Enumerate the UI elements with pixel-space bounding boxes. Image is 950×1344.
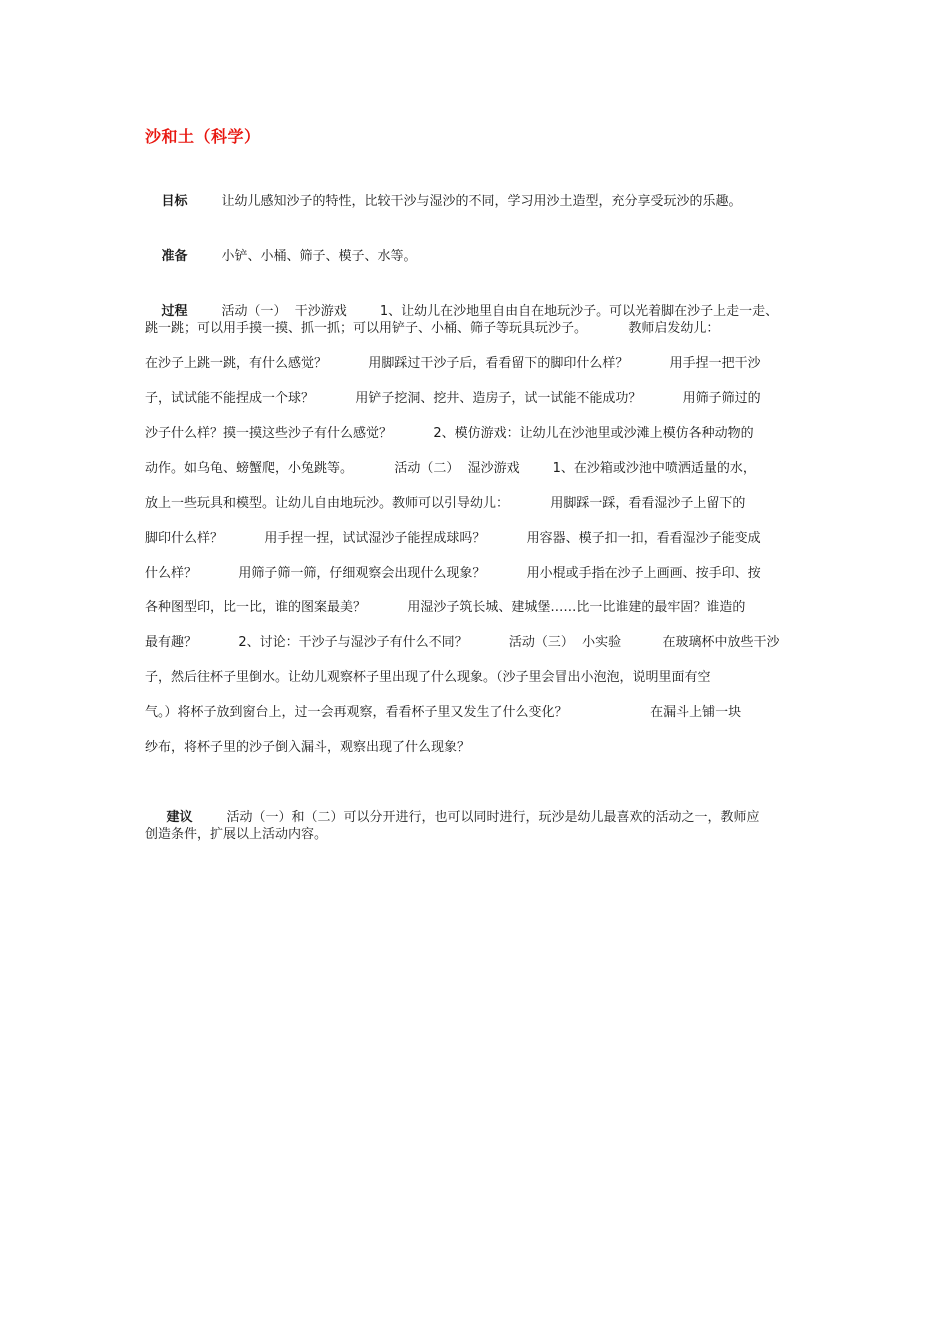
process-line-5: 动作。如乌龟、螃蟹爬，小兔跳等。 活动（二） 湿沙游戏 1、在沙箱或沙池中喷洒适量的水， bbox=[145, 461, 756, 476]
prep-line bbox=[145, 230, 417, 284]
document-title: 沙和土（科学） bbox=[145, 127, 261, 146]
process-label: 过程 bbox=[161, 304, 188, 319]
process-line-1: 跳一跳；可以用手摸一摸、抓一抓；可以用铲子、小桶、筛子等玩具玩沙子。 教师启发幼儿： bbox=[145, 321, 720, 336]
suggest-line-1: 创造条件，扩展以上活动内容。 bbox=[145, 827, 328, 842]
process-line-9: 各种图型印，比一比，谁的图案最美？ 用湿沙子筑长城、建城堡……比一比谁建的最牢固？谁造的 bbox=[145, 600, 746, 615]
goal-line bbox=[145, 175, 742, 229]
goal-label: 目标 bbox=[161, 194, 188, 209]
process-line-10: 最有趣？ 2、讨论：干沙子与湿沙子有什么不同？ 活动（三） 小实验 在玻璃杯中放些干沙 bbox=[145, 635, 780, 650]
process-line-13: 纱布，将杯子里的沙子倒入漏斗，观察出现了什么现象？ bbox=[145, 740, 471, 755]
suggest-label: 建议 bbox=[166, 810, 193, 825]
suggest-text-0: 活动（一）和（二）可以分开进行，也可以同时进行，玩沙是幼儿最喜欢的活动之一，教师应 bbox=[226, 810, 760, 825]
prep-text: 小铲、小桶、筛子、模子、水等。 bbox=[221, 249, 417, 264]
process-line-2: 在沙子上跳一跳，有什么感觉？ 用脚踩过干沙子后，看看留下的脚印什么样？ 用手捏一把干沙 bbox=[145, 356, 761, 371]
process-line-12: 气。）将杯子放到窗台上，过一会再观察，看看杯子里又发生了什么变化？ 在漏斗上铺一块 bbox=[145, 705, 742, 720]
process-text-0: 活动（一） 干沙游戏 1、让幼儿在沙地里自由自在地玩沙子。可以光着脚在沙子上走一走、 bbox=[221, 304, 779, 319]
process-line-4: 沙子什么样？摸一摸这些沙子有什么感觉？ 2、模仿游戏：让幼儿在沙池里或沙滩上模仿各种动物的 bbox=[145, 426, 754, 441]
process-line-7: 脚印什么样？ 用手捏一捏，试试湿沙子能捏成球吗？ 用容器、模子扣一扣，看看湿沙子能变成 bbox=[145, 531, 761, 546]
goal-text: 让幼儿感知沙子的特性，比较干沙与湿沙的不同，学习用沙土造型，充分享受玩沙的乐趣。 bbox=[221, 194, 742, 209]
prep-label: 准备 bbox=[161, 249, 188, 264]
process-line-6: 放上一些玩具和模型。让幼儿自由地玩沙。教师可以引导幼儿： 用脚踩一踩，看看湿沙子上留下的 bbox=[145, 496, 746, 511]
process-line-8: 什么样？ 用筛子筛一筛，仔细观察会出现什么现象？ 用小棍或手指在沙子上画画、按手印、按 bbox=[145, 566, 761, 581]
process-line-11: 子，然后往杯子里倒水。让幼儿观察杯子里出现了什么现象。（沙子里会冒出小泡泡，说明里面有空 bbox=[145, 670, 711, 685]
process-line-3: 子，试试能不能捏成一个球？ 用铲子挖洞、挖井、造房子，试一试能不能成功？ 用筛子筛过的 bbox=[145, 391, 761, 406]
